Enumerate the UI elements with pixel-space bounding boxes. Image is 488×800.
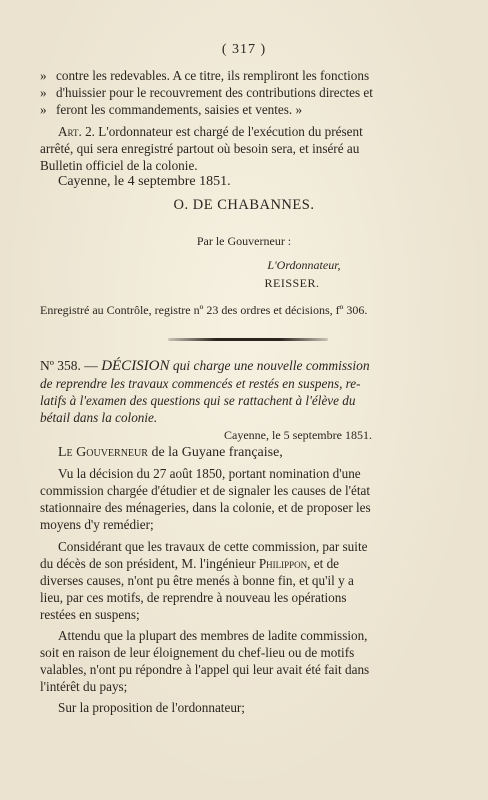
para2-text: , et de: [307, 556, 340, 571]
continuation-line-2: [40, 85, 373, 101]
para3-line-2: soit en raison de leur éloignement du chef-lieu ou de motifs: [40, 645, 355, 660]
para3-line-4: l'intérêt du pays;: [40, 679, 128, 694]
quote-mark: »: [40, 85, 47, 100]
section-divider: [168, 338, 328, 341]
decision-heading-line-1: [40, 358, 370, 374]
para1-line-4: moyens d'y remédier;: [40, 517, 154, 532]
para2-text: du décès de son président, M. l'ingénieur: [40, 556, 256, 571]
continuation-text: feront les commandements, saisies et ventes. »: [56, 102, 303, 117]
continuation-text: contre les redevables. A ce titre, ils rempliront les fonctions: [56, 68, 370, 83]
article-2-line-3: Bulletin officiel de la colonie.: [40, 158, 198, 173]
continuation-line-3: [40, 102, 302, 118]
governor-title: Le Gouverneur: [58, 445, 148, 460]
para2-line-4: lieu, par ces motifs, de reprendre à nouveau les opérations: [40, 590, 347, 605]
governor-rest: de la Guyane française,: [151, 445, 283, 460]
article-label: Art. 2.: [58, 124, 95, 139]
date-line-1: Cayenne, le 4 septembre 1851.: [58, 174, 231, 189]
para2-line-1: Considérant que les travaux de cette commission, par suite: [58, 539, 368, 554]
para2-line-2: [40, 556, 339, 572]
para1-line-1: Vu la décision du 27 août 1850, portant nomination d'une: [58, 466, 361, 481]
quote-mark: »: [40, 68, 47, 83]
person-name: Philippon: [258, 556, 308, 571]
continuation-line-1: [40, 68, 369, 84]
decision-subject: qui charge une nouvelle commission: [172, 358, 370, 373]
para2-line-3: diverses causes, n'ont pu être menés à bonne fin, et qu'il y a: [40, 573, 354, 588]
para1-line-3: stationnaire des ménageries, dans la colonie, et de proposer les: [40, 500, 371, 515]
para3-line-1: Attendu que la plupart des membres de ladite commission,: [58, 628, 368, 643]
ordonnateur-title: L'Ordonnateur,: [267, 258, 341, 272]
article-text: L'ordonnateur est chargé de l'exécution du présent: [98, 124, 363, 139]
article-2-line-1: [58, 124, 363, 140]
date-line-2: Cayenne, le 5 septembre 1851.: [224, 428, 372, 442]
para2-line-5: restées en suspens;: [40, 607, 140, 622]
article-2-line-2: arrêté, qui sera enregistré partout où besoin sera, et inséré au: [40, 141, 360, 156]
signature-chabannes: O. DE CHABANNES.: [173, 197, 315, 213]
decision-number: Nº 358. —: [40, 358, 98, 373]
decision-word: DÉCISION: [101, 358, 170, 374]
para1-line-2: commission chargée d'étudier et de signaler les causes de l'état: [40, 483, 371, 498]
decision-heading-line-2: de reprendre les travaux commencés et restés en suspens, re-: [40, 376, 361, 391]
page-number: ( 317 ): [221, 42, 267, 57]
decision-heading-line-3: latifs à l'examen des questions qui se rattachent à l'élève du: [40, 393, 356, 408]
registration-line: Enregistré au Contrôle, registre nº 23 des ordres et décisions, fº 306.: [40, 303, 368, 317]
continuation-text: d'huissier pour le recouvrement des contributions directes et: [56, 85, 373, 100]
decision-heading-line-4: bétail dans la colonie.: [40, 410, 158, 425]
signature-reisser: REISSER.: [264, 276, 320, 290]
by-governor-line: Par le Gouverneur :: [196, 234, 292, 248]
quote-mark: »: [40, 102, 47, 117]
para4-line-1: Sur la proposition de l'ordonnateur;: [58, 700, 245, 715]
governor-line: [58, 445, 283, 461]
para3-line-3: valables, n'ont pu répondre à l'appel qui leur avait été fait dans: [40, 662, 370, 677]
